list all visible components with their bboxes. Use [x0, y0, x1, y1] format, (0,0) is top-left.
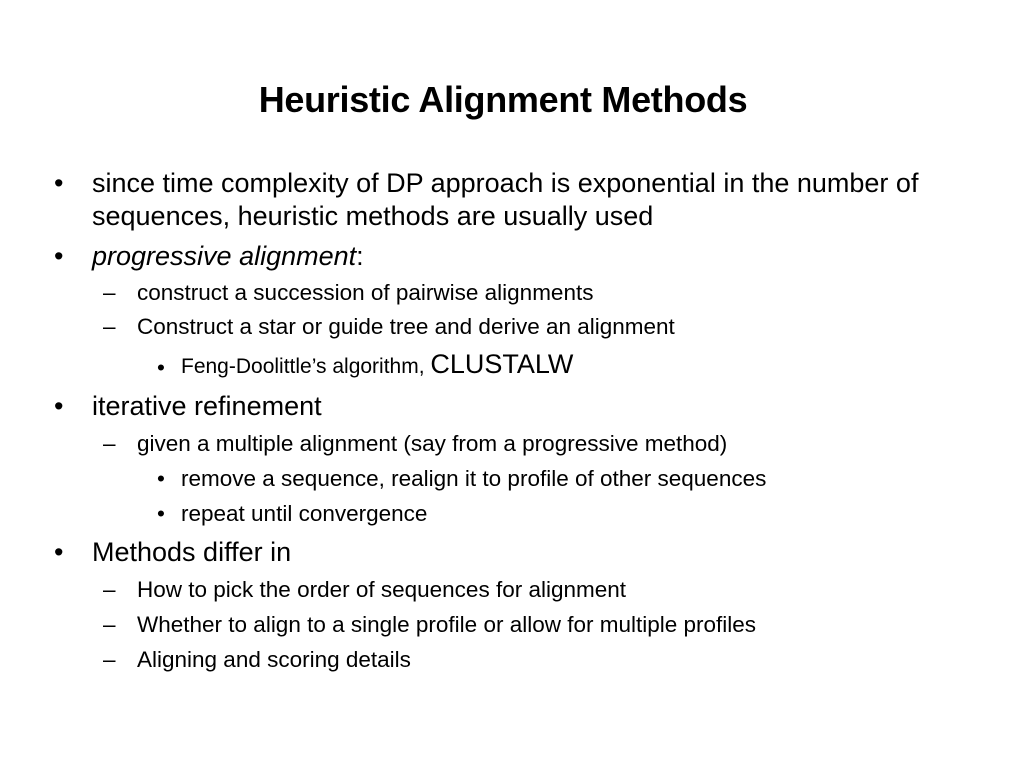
bullet-2-italic: progressive alignment	[92, 241, 357, 271]
bullet-4-sub-2-text: Whether to align to a single profile or allow for multiple profiles	[137, 612, 757, 637]
bullet-2-sub-1-text: construct a succession of pairwise alignments	[137, 280, 594, 305]
dash-marker: –	[103, 280, 116, 305]
dash-marker: –	[103, 647, 116, 672]
bullet-4-sub-1-text: How to pick the order of sequences for alignment	[137, 577, 627, 602]
bullet-4-sub-3-text: Aligning and scoring details	[137, 647, 411, 672]
dash-marker: –	[103, 431, 116, 456]
bullet-2-sub-2-text: Construct a star or guide tree and derive an alignment	[137, 314, 675, 339]
bullet-marker: •	[54, 391, 64, 421]
algorithm-prefix: Feng-Doolittle’s algorithm,	[181, 355, 431, 378]
dash-marker: –	[103, 314, 116, 339]
bullet-2-sub-2-sub-1-text	[181, 350, 573, 381]
bullet-marker: •	[54, 241, 64, 271]
bullet-2-suffix: :	[356, 241, 364, 271]
bullet-marker: •	[157, 355, 165, 380]
bullet-marker: •	[54, 537, 64, 567]
dash-marker: –	[103, 577, 116, 602]
slide-title: Heuristic Alignment Methods	[258, 79, 748, 120]
bullet-1-text: since time complexity of DP approach is exponential in the number of sequences, heuristic methods are usually used	[92, 168, 919, 231]
bullet-3-sub-1-sub-1-text: remove a sequence, realign it to profile of other sequences	[181, 466, 767, 491]
bullet-3-sub-1-text: given a multiple alignment (say from a progressive method)	[137, 431, 728, 456]
bullet-3-sub-1-sub-2-text: repeat until convergence	[181, 501, 428, 526]
bullet-marker: •	[157, 466, 165, 491]
bullet-marker: •	[157, 501, 165, 526]
bullet-marker: •	[54, 168, 64, 198]
bullet-4-text: Methods differ in	[92, 537, 292, 567]
dash-marker: –	[103, 612, 116, 637]
bullet-3-text: iterative refinement	[92, 391, 322, 421]
bullet-2-text	[92, 240, 992, 273]
clustalw-label: CLUSTALW	[430, 349, 574, 379]
